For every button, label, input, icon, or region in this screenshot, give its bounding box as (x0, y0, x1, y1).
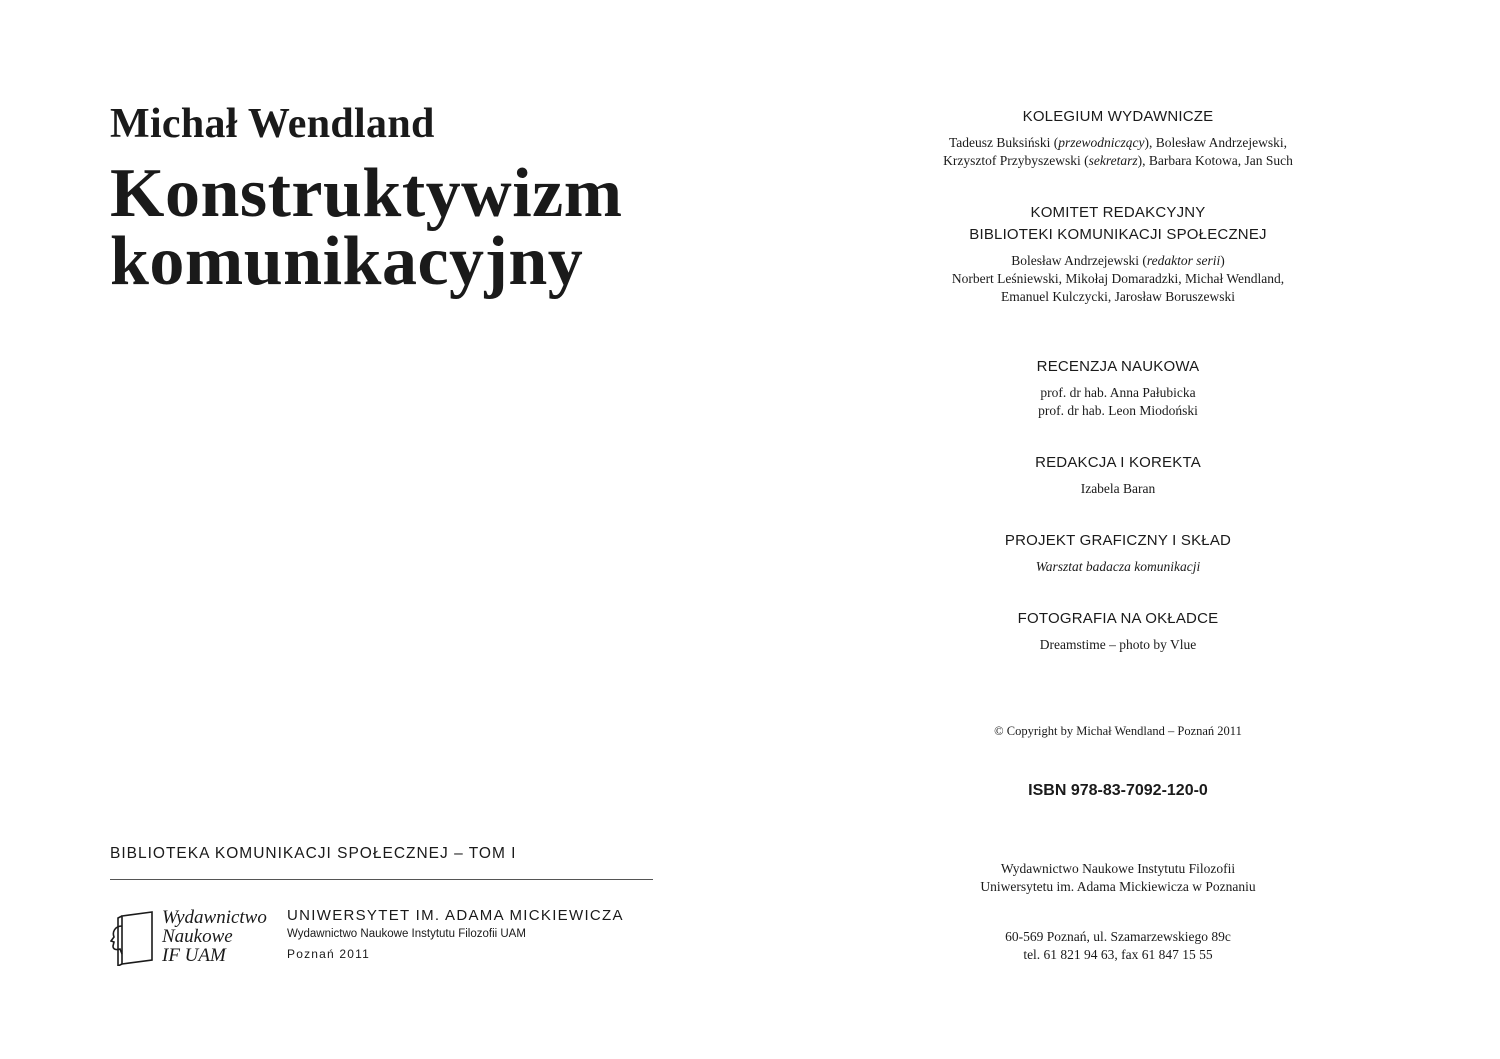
review-heading: RECENZJA NAUKOWA (1036, 358, 1200, 375)
designer-name: Warsztat badacza komunikacji (1035, 559, 1201, 574)
committee-line-3: Emanuel Kulczycki, Jarosław Boruszewski (1001, 289, 1235, 304)
contact-block (918, 928, 1318, 964)
city-year: Poznań 2011 (287, 947, 371, 961)
logo-line-1: Wydawnictwo (162, 907, 267, 928)
address: 60-569 Poznań, ul. Szamarzewskiego 89c (1005, 929, 1231, 944)
committee-line-1: Bolesław Andrzejewski (redaktor serii) (1011, 253, 1225, 268)
publisher-line-1: Wydawnictwo Naukowe Instytutu Filozofii (1000, 861, 1236, 876)
title-page (110, 0, 655, 1059)
design-heading: PROJEKT GRAFICZNY I SKŁAD (1004, 532, 1232, 549)
publisher-line-2: Uniwersytetu im. Adama Mickiewicza w Poznaniu (980, 879, 1256, 894)
reviewer-2: prof. dr hab. Leon Miodoński (1038, 403, 1198, 418)
logo-line-2: Naukowe (162, 926, 233, 947)
reviewer-1: prof. dr hab. Anna Pałubicka (1040, 385, 1196, 400)
publisher-logo (110, 908, 280, 968)
book-title (110, 155, 623, 300)
phone-fax: tel. 61 821 94 63, fax 61 847 15 55 (1023, 947, 1213, 962)
committee-heading-2: BIBLIOTEKI KOMUNIKACJI SPOŁECZNEJ (969, 226, 1267, 243)
reviewers (918, 384, 1318, 420)
committee-members (918, 252, 1318, 306)
editing-heading: REDAKCJA I KOREKTA (1035, 454, 1201, 471)
editorial-committee (918, 202, 1318, 306)
logo-line-3: IF UAM (162, 945, 226, 966)
editor-name: Izabela Baran (1080, 481, 1156, 496)
author-name: Michał Wendland (110, 101, 435, 147)
imprint-page (918, 0, 1318, 1059)
editing (918, 452, 1318, 498)
board-line-1: Tadeusz Buksiński (przewodniczący), Bolesław Andrzejewski, (949, 135, 1287, 150)
cover-photo (918, 608, 1318, 654)
university-name: UNIWERSYTET IM. ADAMA MICKIEWICZA (287, 907, 624, 924)
editorial-board-heading: KOLEGIUM WYDAWNICZE (1022, 108, 1214, 125)
committee-heading-1: KOMITET REDAKCYJNY (1030, 204, 1206, 221)
editorial-board (918, 106, 1318, 170)
committee-line-2: Norbert Leśniewski, Mikołaj Domaradzki, Michał Wendland, (951, 271, 1285, 286)
scientific-review (918, 356, 1318, 420)
copyright: © Copyright by Michał Wendland – Poznań 2011 (994, 724, 1242, 738)
divider (110, 879, 653, 880)
book-title-line-1: Konstruktywizm (110, 155, 623, 232)
photo-credit: Dreamstime – photo by Vlue (1039, 637, 1197, 652)
board-line-2: Krzysztof Przybyszewski (sekretarz), Barbara Kotowa, Jan Such (943, 153, 1293, 168)
book-head-icon (110, 910, 156, 966)
logo-wordmark (162, 908, 267, 965)
series-name: BIBLIOTEKA KOMUNIKACJI SPOŁECZNEJ – TOM I (110, 845, 517, 862)
editorial-board-members (918, 134, 1318, 170)
graphic-design (918, 530, 1318, 576)
publisher-name: Wydawnictwo Naukowe Instytutu Filozofii UAM (287, 928, 526, 940)
photo-heading: FOTOGRAFIA NA OKŁADCE (1017, 610, 1219, 627)
publisher-info (287, 906, 624, 961)
publisher-address-block (918, 860, 1318, 896)
book-title-line-2: komunikacyjny (110, 223, 584, 300)
isbn: ISBN 978-83-7092-120-0 (1028, 782, 1208, 799)
